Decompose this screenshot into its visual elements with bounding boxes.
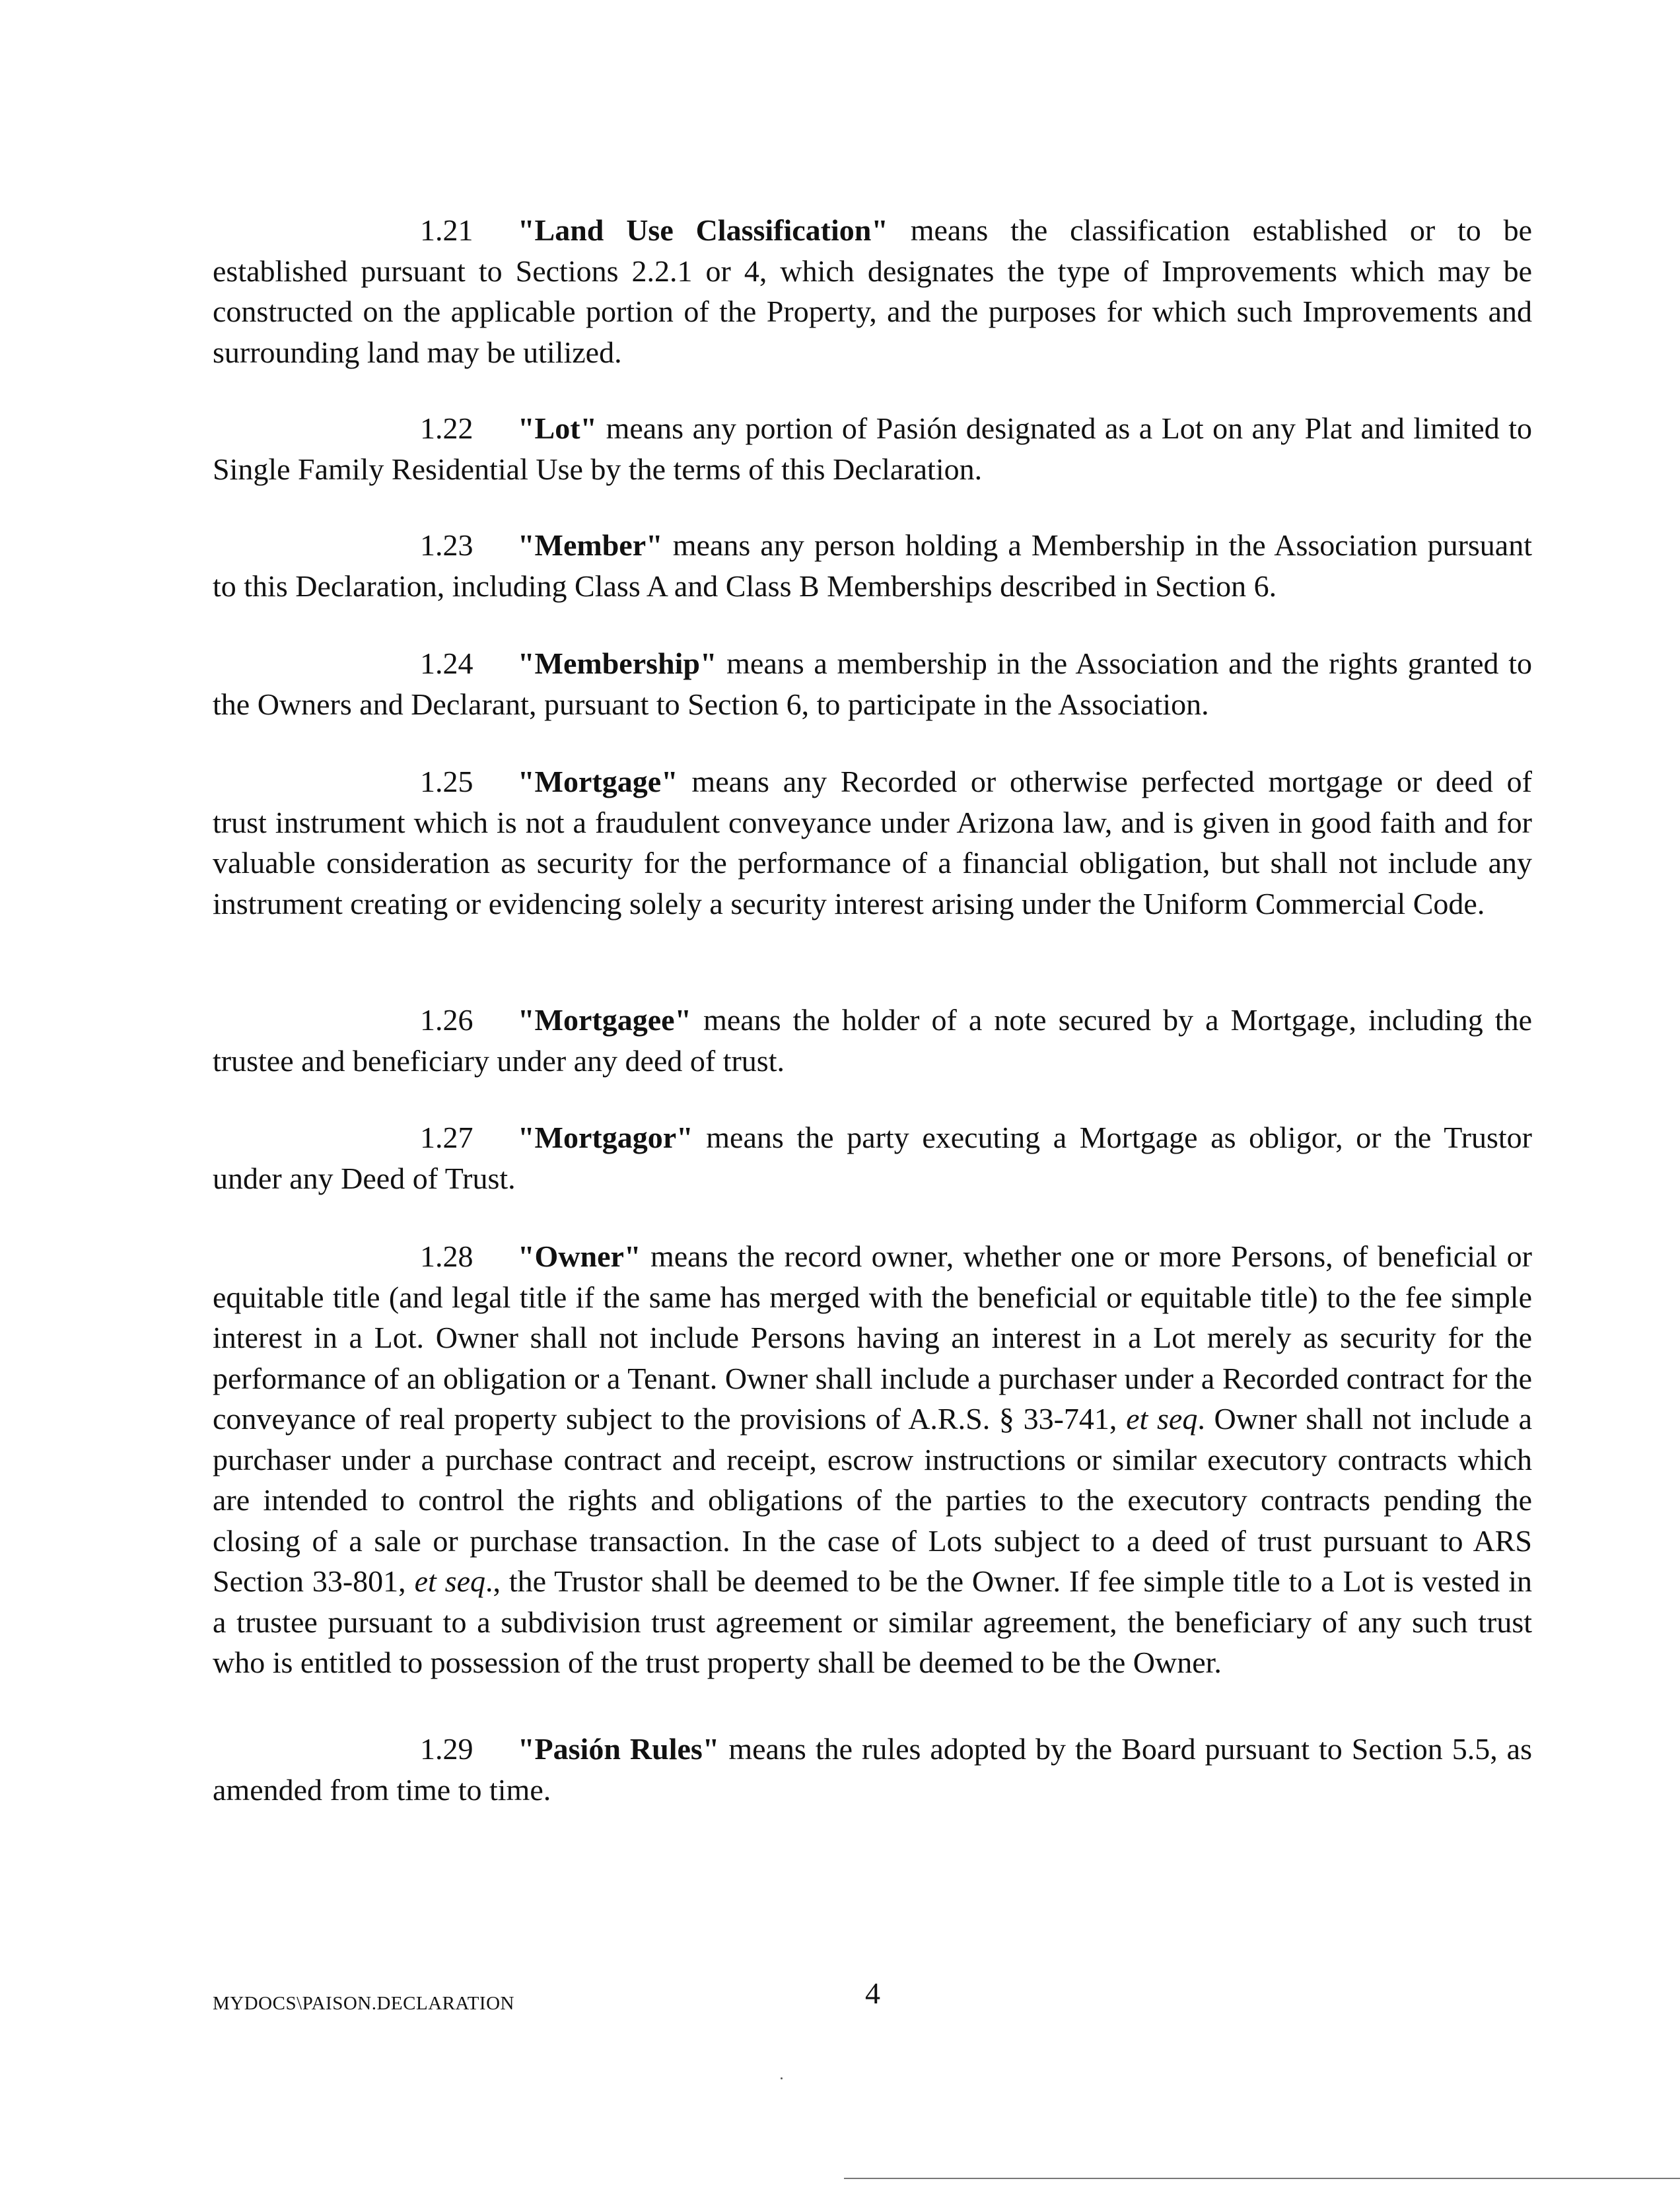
defined-term: "Pasión Rules": [518, 1732, 720, 1766]
definition-text: means any Recorded or otherwise perfected mortgage or deed of trust instrument which is not a fraudulent conveyance under Arizona law, and is given in good faith and for valuable consideration as security for the performance of a financial obligation, but shall not include any instrument creating or evidencing solely a security interest arising under the Uniform Commercial Code.: [213, 765, 1532, 920]
defined-term: "Membership": [518, 646, 717, 680]
section-number: 1.24: [420, 646, 473, 680]
italic-citation: et seq: [414, 1564, 486, 1598]
page-number: 4: [865, 1976, 880, 2010]
defined-term: "Lot": [518, 411, 598, 445]
defined-term: "Owner": [518, 1239, 641, 1273]
definition-text: ., the Trustor shall be deemed to be the Owner. If fee simple title to a Lot is vested in a trustee pursuant to a subdivision trust agreement or similar agreement, the beneficiary of any such trust who is entitled to possession of the trust property shall be deemed to be the Owner.: [213, 1564, 1533, 1679]
definition-1-29: [213, 1729, 1532, 1810]
section-number: 1.25: [420, 765, 473, 798]
definition-1-28: [213, 1236, 1532, 1683]
definition-1-22: [213, 408, 1532, 489]
definition-1-23: [213, 525, 1532, 606]
definition-1-26: [213, 1000, 1532, 1081]
scan-artifact-dot: [781, 2077, 783, 2079]
footer-file-path: MYDOCS\PAISON.DECLARATION: [213, 1993, 514, 2014]
definition-text: means the holder of a note secured by a Mortgage, including the trustee and beneficiary under any deed of trust.: [213, 1003, 1532, 1078]
section-number: 1.29: [420, 1732, 473, 1766]
section-number: 1.23: [420, 528, 473, 562]
italic-citation: et seq: [1126, 1402, 1198, 1436]
defined-term: "Land Use Classification": [518, 213, 888, 247]
scan-artifact-line: [844, 2178, 1680, 2179]
definition-text: . Owner shall not include a purchaser under a purchase contract and receipt, escrow instructions or similar executory contracts which are intended to control the rights and obligations of the parties to the executory contracts pending the closing of a sale or purchase transaction. In the case of Lots subject to a deed of trust pursuant to ARS Section 33-801,: [213, 1402, 1532, 1598]
definition-text: means the classification established or to be established pursuant to Sections 2.2.1 or 4, which designates the type of Improvements which may be constructed on the applicable portion of the Property, and the purposes for which such Improvements and surrounding land may be utilized.: [213, 213, 1532, 369]
section-number: 1.27: [420, 1121, 473, 1154]
definition-text: means any person holding a Membership in the Association pursuant to this Declaration, including Class A and Class B Memberships described in Section 6.: [213, 528, 1532, 603]
definition-1-25: [213, 761, 1532, 924]
defined-term: "Mortgagor": [518, 1121, 693, 1154]
definition-text: means the party executing a Mortgage as obligor, or the Trustor under any Deed of Trust.: [213, 1121, 1532, 1195]
definition-text: means a membership in the Association and the rights granted to the Owners and Declarant, pursuant to Section 6, to participate in the Association.: [213, 646, 1532, 721]
definition-1-24: [213, 643, 1532, 724]
definition-text: means the rules adopted by the Board pursuant to Section 5.5, as amended from time to time.: [213, 1732, 1532, 1807]
defined-term: "Mortgagee": [518, 1003, 692, 1037]
definition-text: means the record owner, whether one or more Persons, of beneficial or equitable title (and legal title if the same has merged with the beneficial or equitable title) to the fee simple interest in a Lot. Owner shall not include Persons having an interest in a Lot merely as security for the performance of an obligation or a Tenant. Owner shall include a purchaser under a Recorded contract for the conveyance of real property subject to the provisions of A.R.S. § 33-741,: [213, 1239, 1532, 1436]
section-number: 1.22: [420, 411, 473, 445]
section-number: 1.26: [420, 1003, 473, 1037]
defined-term: "Mortgage": [518, 765, 678, 798]
definition-1-21: [213, 210, 1532, 372]
defined-term: "Member": [518, 528, 663, 562]
section-number: 1.28: [420, 1239, 473, 1273]
definition-1-27: [213, 1117, 1532, 1198]
section-number: 1.21: [420, 213, 473, 247]
definition-text: means any portion of Pasión designated as a Lot on any Plat and limited to Single Family Residential Use by the terms of this Declaration.: [213, 411, 1532, 486]
